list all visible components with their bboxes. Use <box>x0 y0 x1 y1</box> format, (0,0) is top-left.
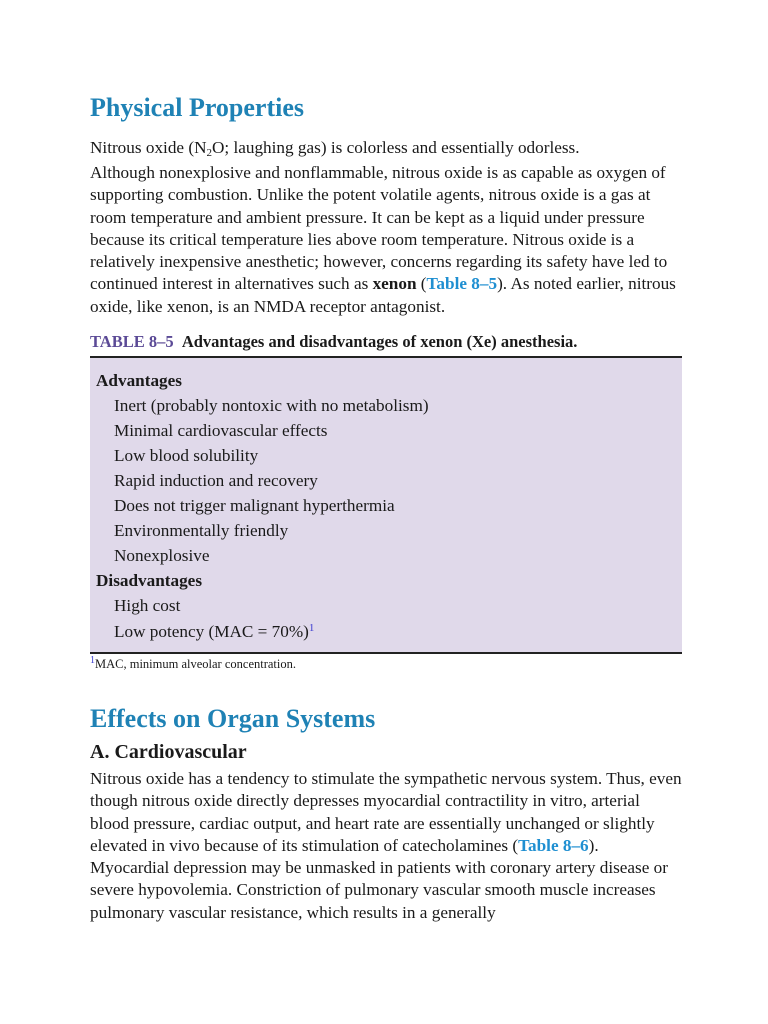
section-heading-physical-properties: Physical Properties <box>90 93 304 122</box>
table-number: TABLE 8–5 <box>90 332 174 351</box>
table-row-advantage: Nonexplosive <box>114 546 210 565</box>
p1-subscript: 2 <box>206 147 212 159</box>
table-row-advantage: Low blood solubility <box>114 446 259 465</box>
table-row-disadvantage <box>114 621 314 643</box>
footnote-marker: 1 <box>90 655 95 666</box>
table-row-disadvantage-text: Low potency (MAC = 70%) <box>114 622 309 641</box>
subheading-cardiovascular: A. Cardiovascular <box>90 741 247 763</box>
table-row-advantage: Minimal cardiovascular effects <box>114 421 328 440</box>
p2-text-a: Although nonexplosive and nonflammable, nitrous oxide is as capable as oxygen of supporting combustion. Unlike the potent volatile agents, nitrous oxide is a gas at room temperature and ambient pressure. It can be kept as a liquid under pressure because its critical temperature lies above room temperature. Nitrous oxide is a relatively inexpensive anesthetic; however, concerns regarding its safety have led to continued interest in alternatives such as <box>90 163 668 294</box>
link-table-8-5[interactable]: Table 8–5 <box>426 274 498 294</box>
p2-open-paren: ( <box>416 274 427 294</box>
p2-text-b: As noted earlier, nitrous oxide, like xenon, is an NMDA receptor antagonist. <box>90 274 676 316</box>
paragraph-physical <box>90 162 682 318</box>
p1-text-b: O; laughing gas) is colorless and essentially odorless. <box>211 138 580 157</box>
xenon-table <box>90 356 682 654</box>
table-footnote <box>90 657 296 672</box>
section-heading-organ-systems: Effects on Organ Systems <box>90 704 376 733</box>
p3-text-b: ). Myocardial depression may be unmasked in patients with coronary artery disease or severe hypovolemia. Constriction of pulmonary vascular smooth muscle increases pulmonary vascular resistance, which results in a generally <box>90 835 668 922</box>
table-row-advantage: Rapid induction and recovery <box>114 471 318 490</box>
p1-text-a: Nitrous oxide (N <box>90 138 207 157</box>
paragraph-intro <box>90 137 682 159</box>
table-caption-text: Advantages and disadvantages of xenon (Xe) anesthesia. <box>181 332 578 351</box>
table-caption <box>90 332 577 352</box>
table-row-advantage: Inert (probably nontoxic with no metabolism) <box>114 396 429 415</box>
table-heading-advantages: Advantages <box>96 371 182 390</box>
table-row-disadvantage: High cost <box>114 596 181 615</box>
p3-text-a: Nitrous oxide has a tendency to stimulate the sympathetic nervous system. Thus, even though nitrous oxide directly depresses myocardial contractility in vitro, arterial blood pressure, cardiac output, and heart rate are essentially unchanged or slightly elevated in vivo because of its stimulation of catecholamines ( <box>90 769 682 855</box>
table-row-advantage: Does not trigger malignant hyperthermia <box>114 496 395 515</box>
p2-bold-xenon: xenon <box>372 274 417 294</box>
table-row-advantage: Environmentally friendly <box>114 521 289 540</box>
p2-close-paren: ). <box>497 274 508 294</box>
link-table-8-6[interactable]: Table 8–6 <box>518 835 589 855</box>
footnote-marker-link[interactable]: 1 <box>308 622 315 634</box>
table-heading-disadvantages: Disadvantages <box>96 571 203 590</box>
paragraph-cardiovascular <box>90 768 682 924</box>
footnote-text: MAC, minimum alveolar concentration. <box>95 657 296 671</box>
